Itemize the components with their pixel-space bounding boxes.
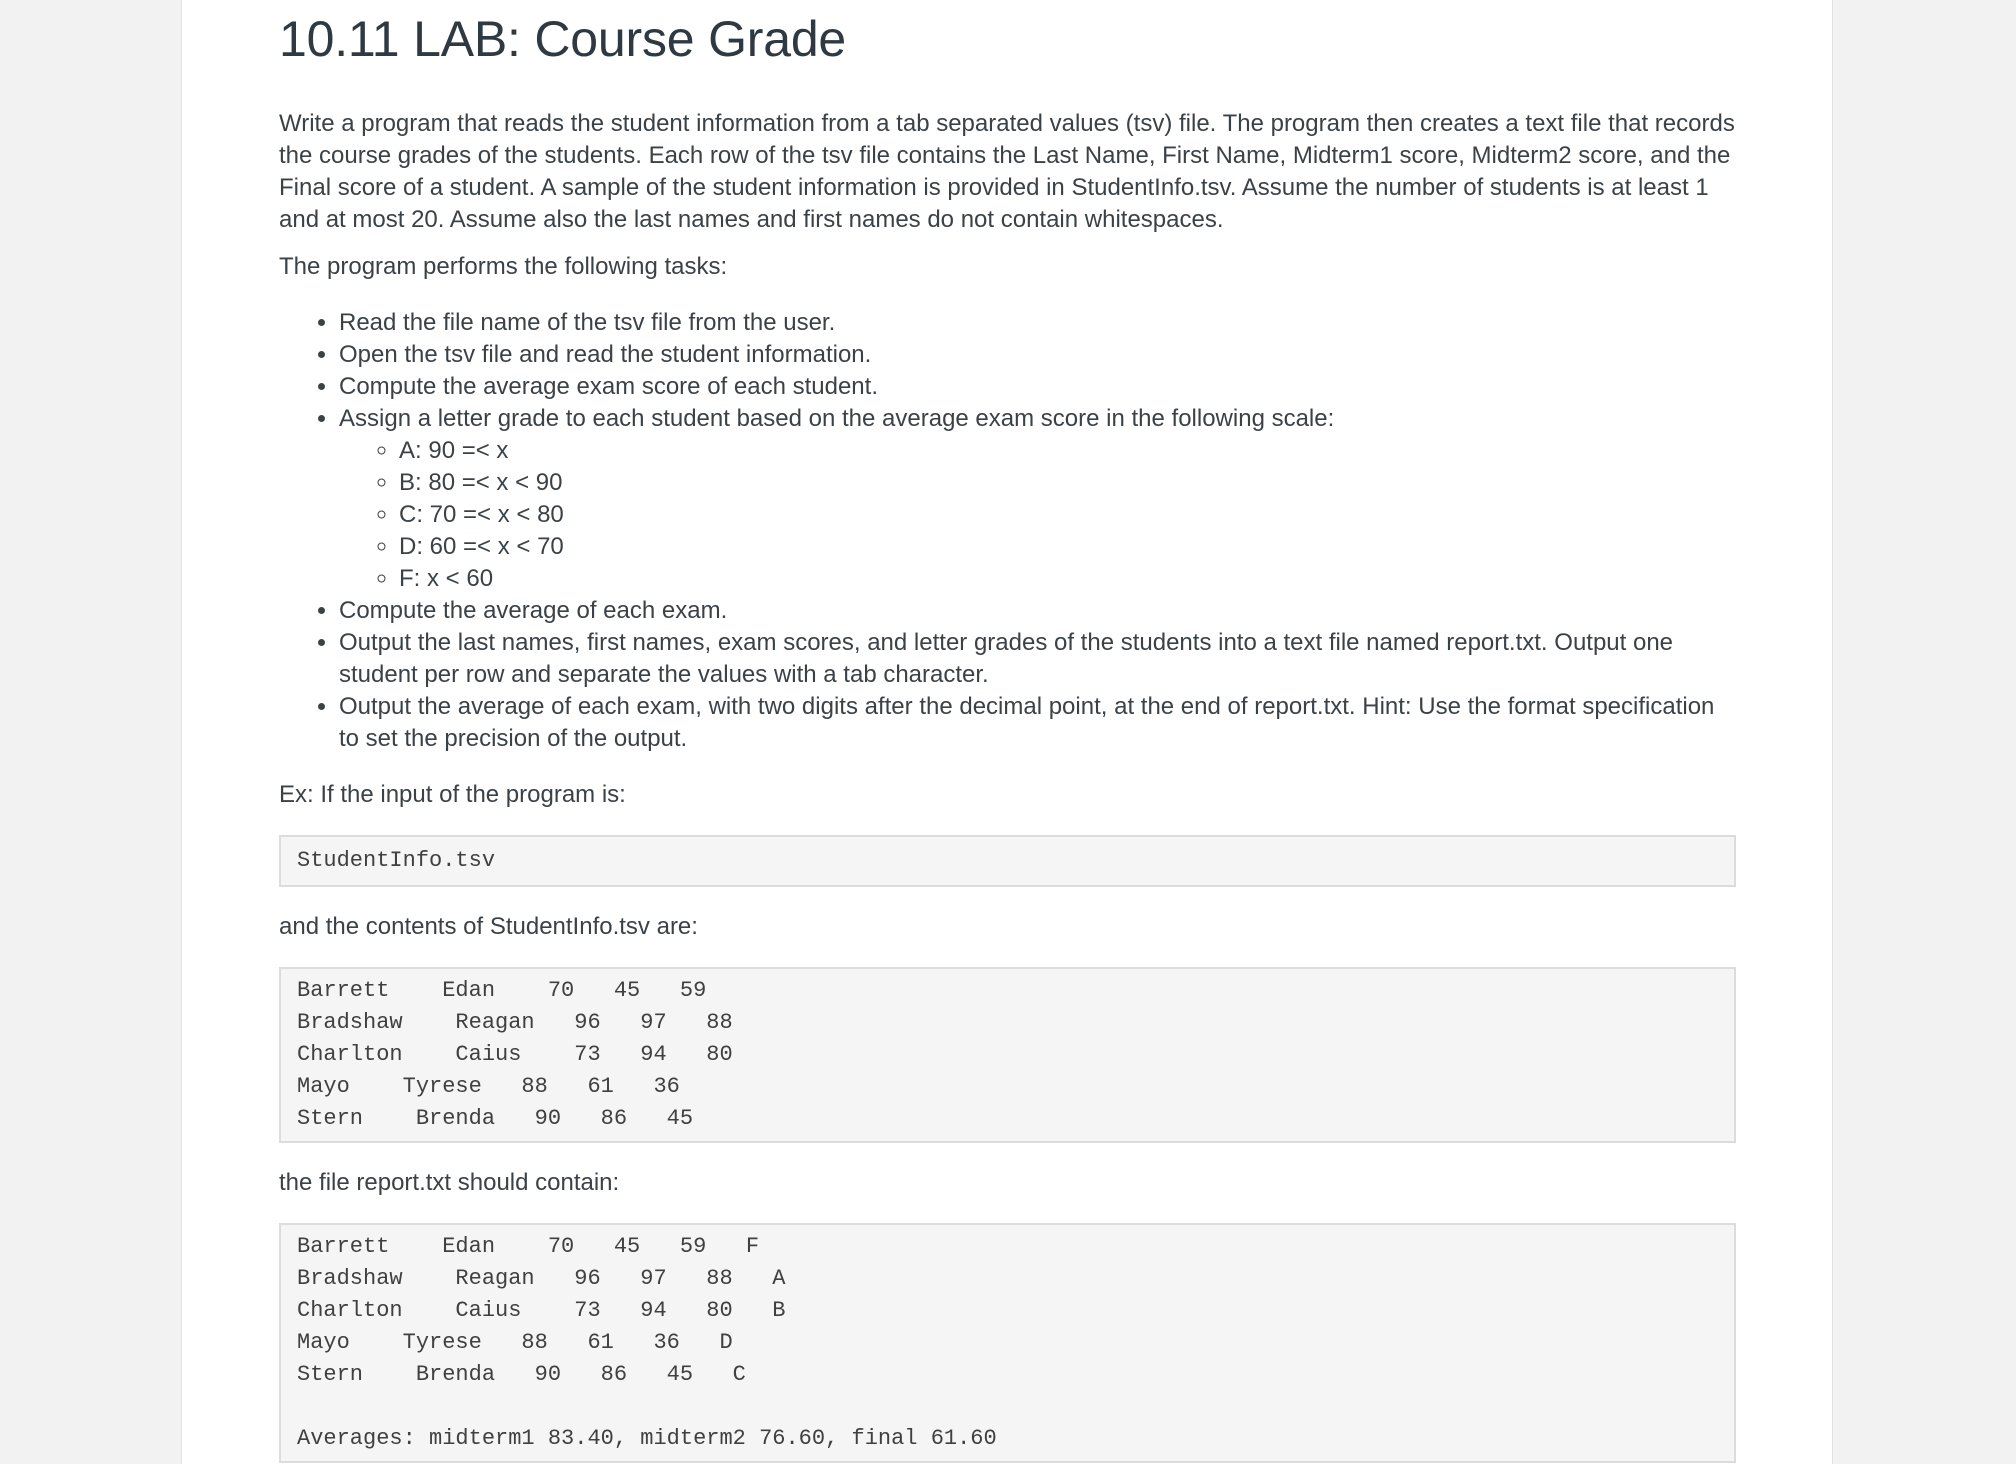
lab-page — [181, 0, 1833, 1464]
page-title: 10.11 LAB: Course Grade — [279, 11, 847, 67]
grade-scale-item: ◦ A: 90 =< x — [399, 435, 1736, 467]
tasks-list — [279, 307, 1736, 755]
code-line: Mayo Tyrese 88 61 36 D — [297, 1330, 733, 1355]
code-line: Barrett Edan 70 45 59 F — [297, 1234, 760, 1259]
grade-scale-item: ◦ D: 60 =< x < 70 — [399, 531, 1736, 563]
example-lead: Ex: If the input of the program is: — [279, 781, 626, 808]
code-line: Stern Brenda 90 86 45 C — [297, 1362, 746, 1387]
code-line: Mayo Tyrese 88 61 36 — [297, 1074, 680, 1099]
tasks-lead: The program performs the following tasks: — [279, 253, 728, 280]
report-contents-code — [279, 1223, 1736, 1463]
task-item: • Compute the average exam score of each student. — [339, 371, 1736, 403]
task-item: • Compute the average of each exam. — [339, 595, 1736, 627]
task-item: • Output the last names, first names, exam scores, and letter grades of the students into a text file named report.txt. Output one student per row and separate the values with a tab character. — [339, 627, 1736, 691]
code-line: Bradshaw Reagan 96 97 88 A — [297, 1266, 786, 1291]
grade-scale-item: ◦ B: 80 =< x < 90 — [399, 467, 1736, 499]
code-line: Stern Brenda 90 86 45 — [297, 1106, 694, 1131]
code-line: Charlton Caius 73 94 80 B — [297, 1298, 786, 1323]
code-line: Averages: midterm1 83.40, midterm2 76.60, final 61.60 — [297, 1426, 997, 1451]
task-item: • Assign a letter grade to each student based on the average exam score in the following scale: ◦ A: 90 =< x ◦ B: 80 =< x < 90 ◦ C: 70 =< x < 80 ◦ D: 60 =< x < 70 ◦ F: x < 60 — [339, 403, 1736, 595]
grade-scale-list — [339, 435, 1736, 595]
report-lead: the file report.txt should contain: — [279, 1169, 620, 1196]
example-input-code: StudentInfo.tsv — [279, 835, 1736, 887]
contents-lead: and the contents of StudentInfo.tsv are: — [279, 913, 698, 940]
lab-content — [279, 0, 1736, 1463]
grade-scale-item: ◦ C: 70 =< x < 80 — [399, 499, 1736, 531]
code-line: Bradshaw Reagan 96 97 88 — [297, 1010, 733, 1035]
task-item: • Read the file name of the tsv file from the user. — [339, 307, 1736, 339]
tsv-contents-code — [279, 967, 1736, 1143]
task-item: • Output the average of each exam, with two digits after the decimal point, at the end of report.txt. Hint: Use the format specification to set the precision of the output. — [339, 691, 1736, 755]
grade-scale-item: ◦ F: x < 60 — [399, 563, 1736, 595]
task-item: • Open the tsv file and read the student information. — [339, 339, 1736, 371]
code-line: Charlton Caius 73 94 80 — [297, 1042, 733, 1067]
intro-paragraph: Write a program that reads the student information from a tab separated values (tsv) file. The program then creates a text file that records the course grades of the students. Each row of the tsv file contains the Last Name, First Name, Midterm1 score, Midterm2 score, and the Final score of a student. A sample of the student information is provided in StudentInfo.tsv. Assume the number of students is at least 1 and at most 20. Assume also the last names and first names do not contain whitespaces. — [279, 110, 1735, 233]
code-line: Barrett Edan 70 45 59 — [297, 978, 707, 1003]
